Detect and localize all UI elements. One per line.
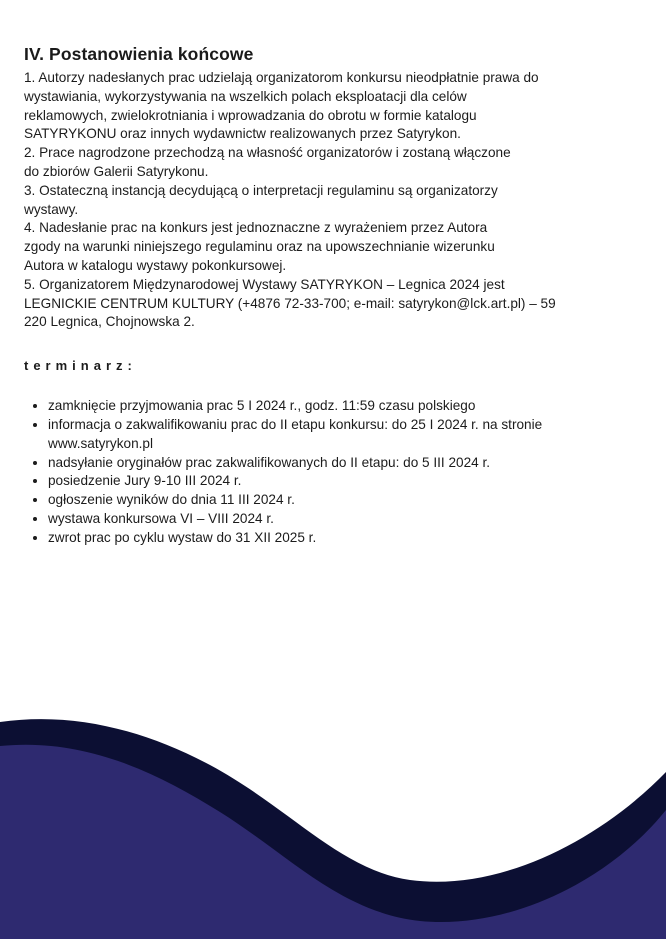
- schedule-item: [48, 529, 636, 548]
- schedule-item: [48, 397, 636, 416]
- provision-paragraph-2: [24, 144, 636, 182]
- schedule-list: [24, 397, 636, 547]
- schedule-item-line: • informacja o zakwalifikowaniu prac do II etapu konkursu: do 25 I 2024 r. na stronie: [48, 416, 543, 432]
- decorative-wave-footer: [0, 690, 666, 939]
- paragraph-line: reklamowych, zwielokrotniania i wprowadzania do obrotu w formie katalogu: [24, 107, 477, 123]
- paragraph-line: 4. Nadesłanie prac na konkurs jest jednoznaczne z wyrażeniem przez Autora: [24, 220, 488, 236]
- schedule-item: [48, 416, 636, 454]
- paragraph-line: zgody na warunki niniejszego regulaminu oraz na upowszechnianie wizerunku: [24, 239, 495, 255]
- schedule-item: [48, 472, 636, 491]
- schedule-item: [48, 454, 636, 473]
- schedule-item-line: • ogłoszenie wyników do dnia 11 III 2024 r.: [48, 492, 295, 508]
- provisions-paragraphs: [24, 69, 636, 332]
- schedule-item-line: • nadsyłanie oryginałów prac zakwalifikowanych do II etapu: do 5 III 2024 r.: [48, 454, 491, 470]
- section-title: IV. Postanowienia końcowe: [24, 44, 254, 64]
- paragraph-line: wystawiania, wykorzystywania na wszelkich polach eksploatacji dla celów: [24, 88, 467, 104]
- paragraph-line: 220 Legnica, Chojnowska 2.: [24, 314, 195, 330]
- schedule-item-line: www.satyrykon.pl: [48, 435, 154, 451]
- schedule-item-line: • wystawa konkursowa VI – VIII 2024 r.: [48, 510, 274, 526]
- provision-paragraph-3: [24, 182, 636, 220]
- schedule-item-line: • zwrot prac po cyklu wystaw do 31 XII 2025 r.: [48, 529, 317, 545]
- paragraph-line: 2. Prace nagrodzone przechodzą na własność organizatorów i zostaną włączone: [24, 145, 511, 161]
- paragraph-line: Autora w katalogu wystawy pokonkursowej.: [24, 257, 287, 273]
- schedule-item-line: • zamknięcie przyjmowania prac 5 I 2024 r., godz. 11:59 czasu polskiego: [48, 398, 476, 414]
- paragraph-line: wystawy.: [24, 201, 79, 217]
- paragraph-line: 5. Organizatorem Międzynarodowej Wystawy SATYRYKON – Legnica 2024 jest: [24, 276, 505, 292]
- document-content: [24, 44, 636, 548]
- schedule-heading: terminarz:: [24, 358, 137, 374]
- schedule-item-line: • posiedzenie Jury 9-10 III 2024 r.: [48, 473, 242, 489]
- wave-purple-layer: [0, 745, 666, 939]
- paragraph-line: LEGNICKIE CENTRUM KULTURY (+4876 72-33-700; e-mail: satyrykon@lck.art.pl) – 59: [24, 295, 556, 311]
- schedule-item: [48, 491, 636, 510]
- paragraph-line: do zbiorów Galerii Satyrykonu.: [24, 163, 209, 179]
- provision-paragraph-4: [24, 219, 636, 275]
- paragraph-line: SATYRYKONU oraz innych wydawnictw realizowanych przez Satyrykon.: [24, 126, 461, 142]
- paragraph-line: 3. Ostateczną instancją decydującą o interpretacji regulaminu są organizatorzy: [24, 182, 498, 198]
- provision-paragraph-5: [24, 276, 636, 332]
- schedule-item: [48, 510, 636, 529]
- paragraph-line: 1. Autorzy nadesłanych prac udzielają organizatorom konkursu nieodpłatnie prawa do: [24, 70, 539, 85]
- provision-paragraph-1: [24, 69, 636, 144]
